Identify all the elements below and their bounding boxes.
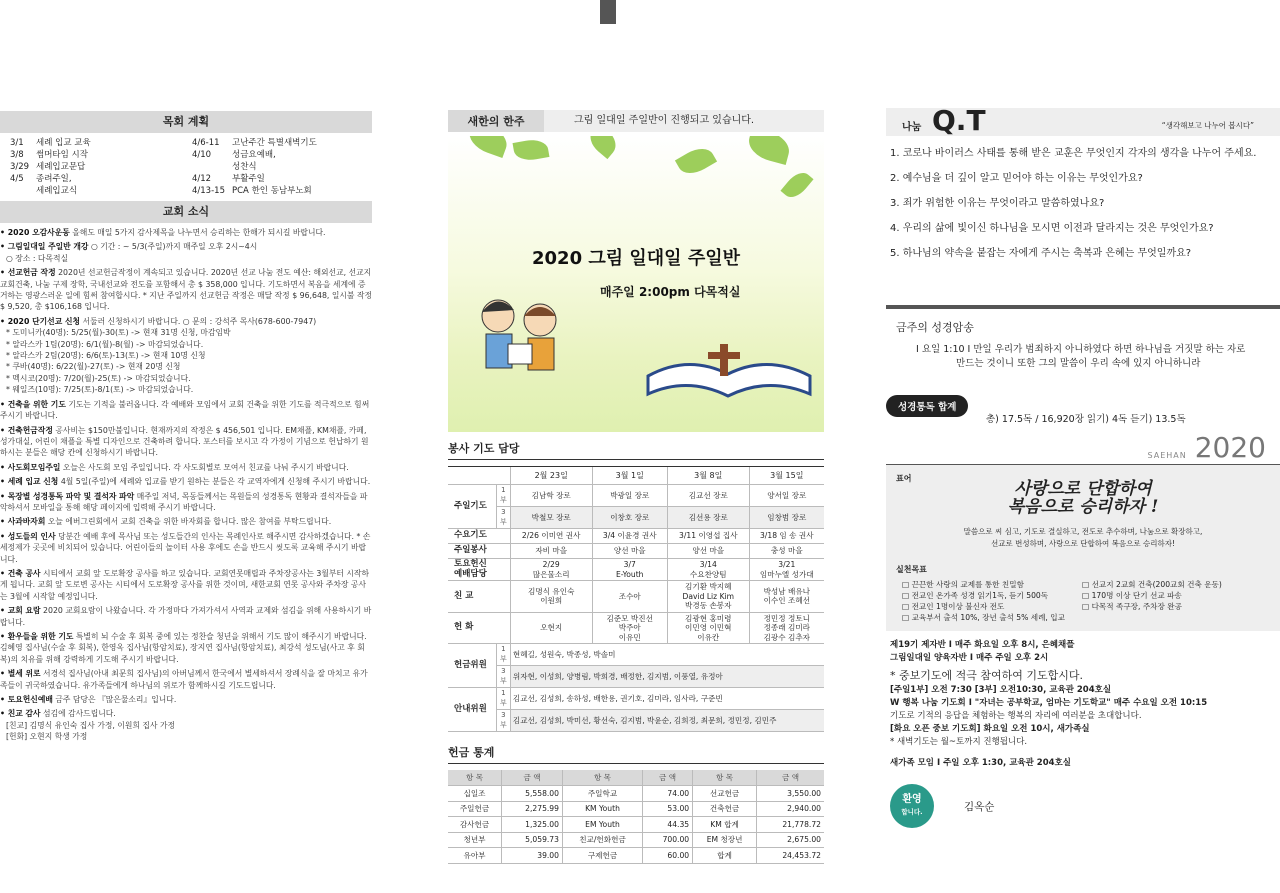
schedule-row [192,137,372,149]
duty-cell: 박성남 배유나 이수인 조혜선 [749,581,824,613]
schedule-event: 성금요예배, [232,150,276,160]
bible-icon [638,336,818,406]
duty-cell: 김기환 박지혜 David Liz Kim 박경동 손봉자 [667,581,749,613]
news-item [0,227,372,238]
duty-row-label: 친 교 [448,581,510,613]
news-text: * 알라스카 2팀(20명): 6/6(토)-13(토) -> 현재 10명 신청 [6,351,206,361]
motto-desc-line: 선교로 번성하며, 사랑으로 단합하여 복음으로 승리하자! [991,539,1175,548]
news-item [0,720,372,731]
news-item [0,339,372,350]
duty-cell: 김남학 장로 [510,485,592,507]
offering-item: 유아부 [448,848,502,864]
welcome [886,784,1280,828]
duty-cell: 오현지 [510,612,592,644]
committee-row [448,688,824,710]
schedule-event: 세례 입교 교육 [36,138,91,148]
news-text: 오늘은 사도회 모임 주일입니다. 각 사도회별로 모여서 친교를 나눠 주시기 바랍니다. [62,462,349,472]
hanju-text: 그림 일대일 주일반이 진행되고 있습니다. [544,110,824,132]
duty-cell: 양선 마을 [667,544,749,559]
news-heading: • 사과바자회 [0,517,46,527]
offering-amount: 44.35 [643,817,693,833]
news-item [0,631,372,665]
offering-item: EM 청장년 [693,832,757,848]
hero-title: 2020 그림 일대일 주일반 [532,248,741,269]
hero-image [448,136,824,432]
duty-cell: 박철모 장로 [510,507,592,529]
offering-amount: 5,059.73 [502,832,563,848]
news-text: * 쿠바(40명): 6/22(월)-27(토) -> 현재 20명 신청 [6,362,181,372]
offering-header: 항 목 [562,770,642,786]
offering-item: 친교/헌화헌금 [562,832,642,848]
offering-item: 건축헌금 [693,801,757,817]
motto-line: 복음으로 승리하자 ! [1007,497,1159,517]
news-item [0,253,372,264]
offering-row [448,817,824,833]
column-middle [448,110,824,864]
bible-reading-label: 성경통독 합계 [886,395,968,417]
news-text: * 멕시코(20명): 7/20(월)-25(토) -> 마감되었습니다. [6,373,191,383]
qt-question: 4. 우리의 삶에 빛이신 하나님을 모시면 이전과 달라지는 것은 무엇인가요? [890,223,1214,234]
schedule-row [192,149,372,161]
memory-verse-title: 금주의 성경암송 [896,321,974,334]
offering-header: 금 액 [643,770,693,786]
leaf-icon [675,142,717,179]
welcome-badge [890,784,934,828]
news-text: [친교] 김명식 유인숙 집사 가정, 이원희 집사 가정 [6,720,176,730]
service-label: 1부 [496,688,510,710]
news-text: 당분간 예배 후에 목사님 또는 성도들간의 인사는 목례인사로 해주시면 감사하겠습니다. * 손 세정제가 곳곳에 비치되어 있습니다. 어린이들의 놀이터 사용 후에도 손을 반드시 씻도록 교육해 주시기 바랍니다. [0,531,371,564]
news-heading: • 토요헌신예배 [0,695,53,705]
duty-date: 3월 15일 [749,467,824,485]
schedule-row [10,173,192,185]
practice-item: □ 전교인 온가족 성경 읽기1독, 듣기 500독 [902,591,1049,600]
info-line: W 행복 나눔 기도회 I "자녀는 공부학교, 엄마는 기도학교" 매주 수요일 오전 10:15 [890,698,1208,708]
news-item [0,373,372,384]
offering-amount: 24,453.72 [757,848,824,864]
practice-label: 실천목표 [896,565,927,574]
column-right [886,0,1280,828]
duty-table [448,466,824,732]
news-heading: • 교회 요람 [0,606,41,616]
info-line: 새가족 모임 I 주일 오후 1:30, 교육관 204호실 [890,758,1071,768]
offering-header: 항 목 [693,770,757,786]
info-line: * 새벽기도는 월~토까지 진행됩니다. [890,737,1028,747]
schedule-event: 세례입교문답 [36,162,86,172]
qt-question: 3. 죄가 위험한 이유는 무엇이라고 말씀하였나요? [890,198,1105,209]
offering-header: 금 액 [757,770,824,786]
schedule-event: 종려주일, [36,174,72,184]
duty-row-label: 토요헌신 예배담당 [448,559,510,581]
practice-item: □ 다목적 족구장, 주차장 완공 [1082,602,1182,611]
duty-row [448,485,824,507]
children-reading-icon [466,286,576,376]
offering-row [448,848,824,864]
news-heading: • 성도들의 인사 [0,531,56,541]
qt-question: 2. 예수님을 더 깊이 알고 믿어야 하는 이유는 무엇인가요? [890,173,1143,184]
committee-members: 현혜길, 성원숙, 박종성, 박솔미 [510,644,824,666]
committee-row [448,644,824,666]
news-item [0,708,372,719]
news-text: ○ 기간 : ~ 5/3(주일)까지 매주일 오후 2시~4시 [90,242,258,252]
offering-amount: 2,940.00 [757,801,824,817]
duty-cell: 이창호 장로 [592,507,667,529]
news-text: 2020 교회요람이 나왔습니다. 각 가정마다 가져가셔서 사역과 교제와 섬김을 위해 사용하시기 바랍니다. [0,606,372,627]
schedule-event: 성찬식 [232,162,257,172]
news-heading: • 그림일대일 주일반 개강 [0,242,89,252]
offering-item: 선교헌금 [693,786,757,802]
offering-title: 헌금 통계 [448,744,824,764]
duty-cell: 임창범 장로 [749,507,824,529]
practice-item: □ 170명 이상 단기 선교 파송 [1082,591,1182,600]
offering-row [448,832,824,848]
schedule-event: 썸머타임 시작 [36,150,88,160]
schedule-row [10,161,192,173]
offering-header: 금 액 [502,770,563,786]
committee-label: 헌금위원 [448,644,496,688]
memory-verse-line: 만드는 것이니 또한 그의 말씀이 우리 속에 있지 아니하니라 [956,358,1201,369]
news-heading: • 사도회모임주일 [0,462,61,472]
year-header [886,431,1280,465]
duty-cell: 자비 마을 [510,544,592,559]
qt-header [886,104,1280,137]
schedule-row [10,137,192,149]
duty-row [448,544,824,559]
schedule-row [192,185,372,197]
news-item [0,241,372,252]
committee-row [448,710,824,732]
offering-amount: 3,550.00 [757,786,824,802]
news-item [0,425,372,459]
schedule-row [10,149,192,161]
schedule-date [192,161,232,173]
question-list [886,147,1280,261]
duty-row-label: 주일기도 [448,485,496,529]
schedule-date [10,185,36,197]
offering-amount: 39.00 [502,848,563,864]
committee-label: 안내위원 [448,688,496,732]
offering-amount: 2,275.99 [502,801,563,817]
schedule-row [10,185,192,197]
duty-cell: 3/4 이윤경 권사 [592,529,667,544]
service-label: 3부 [496,666,510,688]
news-heading: • 별세 위로 [0,669,41,679]
news-heading: • 건축헌금작정 [0,425,53,435]
offering-amount: 60.00 [643,848,693,864]
qt-subtitle: “생각해보고 나누어 봅시다” [1161,121,1254,130]
news-item [0,731,372,742]
schedule-event: PCA 한인 동남부노회 [232,186,312,196]
duty-row [448,529,824,544]
offering-table [448,770,824,864]
schedule-date: 4/12 [192,174,212,184]
info-line: 제19기 제자반 I 매주 화요일 오후 8시, 은혜채플 [890,640,1075,650]
offering-amount: 5,558.00 [502,786,563,802]
news-text: 금주 담당은 『많은물소리』입니다. [55,695,177,705]
duty-row [448,559,824,581]
offering-amount: 21,778.72 [757,817,824,833]
news-item [0,384,372,395]
duty-date: 2월 23일 [510,467,592,485]
news-item [0,462,372,473]
qt-nanum: 나눔 [902,122,922,133]
memory-verse [886,343,1280,371]
news-item [0,476,372,487]
committee-members: 위자현, 이성희, 양병림, 박희경, 배정한, 김지범, 이풍열, 유정아 [510,666,824,688]
info-line: [화요 오픈 중보 기도회] 화요일 오전 10시, 새가족실 [890,724,1090,734]
news-item [0,491,372,514]
duty-cell: 3/21 임마누엘 성가대 [749,559,824,581]
leaf-icon [745,136,793,165]
duty-cell: 정민정 정토니 정종래 김미라 김광수 김추자 [749,612,824,644]
duty-cell: 김교선 장로 [667,485,749,507]
practice-item [1082,612,1252,623]
info-block [886,639,1280,770]
qt-title: Q.T [932,104,986,137]
news-item [0,531,372,565]
column-left [0,111,372,746]
news-heading: • 건축 공사 [0,568,41,578]
duty-cell: 3/11 이영섭 집사 [667,529,749,544]
news-item [0,327,372,338]
offering-item: 구제헌금 [562,848,642,864]
offering-item: KM 합계 [693,817,757,833]
practice-list [896,579,1270,623]
duty-row [448,581,824,613]
service-label: 3부 [496,710,510,732]
schedule-event: 세례입교식 [36,186,78,196]
welcome-badge-sub: 합니다. [901,808,923,816]
bible-reading-stat: 총) 17.5독 / 16,920장 읽기) 4독 듣기) 13.5독 [986,414,1186,425]
plan-title: 목회 계획 [0,111,372,133]
news-item [0,267,372,313]
committee-row [448,666,824,688]
schedule-date: 4/13-15 [192,186,225,196]
schedule-row [192,173,372,185]
schedule-left [10,137,192,197]
schedule-date: 4/6-11 [192,138,220,148]
news-text: 2020년 선교헌금작정이 계속되고 있습니다. 2020년 선교 나눔 전도 예산: 해외선교, 선교지 교회건축, 나눔 구제 장학, 국내선교와 전도를 포함해서 총 $ 358,000 입니다. 기도하면서 복음을 세계에 증거하는 영광스러운 일에 힘써 참여합시다. * 지난 주일까지 선교헌금 작정은 매달 작정 $ 96,648, 일시불 작정 $ 9,520, 총 $106,168 입니다. [0,268,373,312]
news-text: 서둘러 신청하시기 바랍니다. ○ 문의 : 강석주 목사(678-600-7947) [82,316,317,326]
motto-desc-line: 말씀으로 씨 심고, 기도로 결실하고, 전도로 추수하며, 나눔으로 확장하고, [963,527,1203,536]
news-heading: • 건축을 위한 기도 [0,399,66,409]
info-line: 기도로 기적의 응답을 체험하는 행복의 자리에 여러분을 초대합니다. [890,711,1142,721]
duty-cell: 김준모 박진선 박주아 이유민 [592,612,667,644]
motto-desc [896,526,1270,550]
welcome-badge-text: 환영 [902,794,922,805]
news-heading: • 친교 감사 [0,709,41,719]
news-heading: • 목장별 성경통독 파악 및 결석자 파악 [0,491,135,501]
memory-verse-line: I 요일 1:10 I 만일 우리가 범죄하지 아니하였다 하면 하나님을 거짓말 하는 자로 [916,344,1246,355]
info-line: [주일1부] 오전 7:30 [3부] 오전10:30, 교육관 204호실 [890,685,1112,695]
page-tab-marker [600,0,616,24]
schedule-event: 고난주간 특별새벽기도 [232,138,317,148]
news-item [0,568,372,602]
news-text: 서경석 집사님(아내 최문희 집사님)의 아버님께서 한국에서 별세하셔서 장례식을 잘 마치고 유가족들이 귀국하였습니다. 유가족들에게 하나님의 위로가 함께하시길 기도드립니다. [0,669,368,690]
schedule-date: 3/8 [10,150,24,160]
news-text: 특별히 뇌 수술 후 회복 중에 있는 정찬슬 청년을 위해서 기도 많이 해주시기 바랍니다. 김혜영 집사님(수술 후 회복), 한영옥 집사님(항암치료), 장지연 집사님(항암치료), 최강석 성도님(사고 후 회복)의 치유를 위해 강력하게 기도해 주시기 바랍니다. [0,632,367,664]
duty-row-label: 주일봉사 [448,544,510,559]
news-title: 교회 소식 [0,201,372,223]
offering-item: 감사헌금 [448,817,502,833]
offering-item: EM Youth [562,817,642,833]
committee-members: 김교선, 김성희, 송하성, 배한용, 권기호, 김미라, 임사라, 구준빈 [510,688,824,710]
info-line: 그림일대일 양육자반 I 매주 주일 오후 2시 [890,653,1049,663]
schedule-event: 부활주일 [232,174,265,184]
year-label: 2020 [1194,431,1266,464]
duty-title: 봉사 기도 담당 [448,440,824,460]
info-heading: * 중보기도에 적극 참여하여 기도합시다. [890,669,1083,682]
news-heading: • 2020 오감사운동 [0,228,70,237]
motto-line: 사랑으로 단합하여 [1014,479,1152,499]
leaf-icon [584,136,621,159]
offering-amount: 2,675.00 [757,832,824,848]
duty-cell: 김광현 홍미령 이민영 이민혁 이유칸 [667,612,749,644]
practice-item: □ 교육부서 출석 10%, 장년 출석 5% 세례, 입교 [902,613,1065,622]
leaf-icon [513,137,550,163]
schedule-date: 3/1 [10,138,24,148]
service-label: 1부 [496,644,510,666]
news-heading: • 2020 단기선교 신청 [0,316,81,326]
offering-header: 항 목 [448,770,502,786]
news-text: * 웨일즈(10명): 7/25(토)-8/1(토) -> 마감되었습니다. [6,385,194,395]
news-heading: • 선교헌금 작정 [0,268,56,278]
schedule-right [192,137,372,197]
offering-item: 청년부 [448,832,502,848]
news-text: [헌화] 오현지 학생 가정 [6,732,88,742]
offering-item: 합계 [693,848,757,864]
news-text: 올해도 매일 5가지 감사제목을 나누면서 승리하는 한해가 되시길 바랍니다. [72,228,326,237]
offering-amount: 700.00 [643,832,693,848]
welcome-name: 김옥순 [964,800,995,813]
divider [886,305,1280,309]
news-item [0,694,372,705]
offering-amount: 1,325.00 [502,817,563,833]
duty-date: 3월 1일 [592,467,667,485]
duty-cell: 김선용 장로 [667,507,749,529]
news-text: 매주일 저녁, 목동들께서는 목원들의 성경통독 현황과 결석자들을 파악하셔서 모바일을 통해 해당 페이지에 입력해 주시기 바랍니다. [0,491,368,512]
duty-row [448,507,824,529]
schedule-date: 4/5 [10,174,24,184]
news-heading: • 환우들을 위한 기도 [0,632,74,641]
news-text: * 알라스카 1팀(20명): 6/1(월)-8(월) -> 마감되었습니다. [6,339,204,349]
duty-cell: 3/14 수요찬양팀 [667,559,749,581]
committee-members: 김교선, 김성희, 박미선, 황선숙, 김지범, 박윤순, 김희정, 최문희, 정민정, 김민주 [510,710,824,732]
leaf-icon [465,136,511,158]
saehan-label: SAEHAN [1147,451,1187,460]
duty-cell: 3/18 임 송 권사 [749,529,824,544]
schedule [0,133,372,201]
news-text: 기도는 기적을 불러옵니다. 각 예배와 모임에서 교회 건축을 위한 기도를 적극적으로 힘써 주시기 바랍니다. [0,399,370,421]
offering-item: 주일학교 [562,786,642,802]
duty-row [448,612,824,644]
motto-box [886,465,1280,631]
duty-row-label: 수요기도 [448,529,510,544]
news-text: * 도미니카(40명): 5/25(월)-30(토) -> 현재 31명 신청, 마감임박 [6,328,231,338]
news-item [0,350,372,361]
offering-amount: 74.00 [643,786,693,802]
duty-cell: 박광일 장로 [592,485,667,507]
news-item [0,516,372,527]
duty-cell: 3/7 E-Youth [592,559,667,581]
news-text: 4월 5일(주일)에 세례와 입교를 받기 원하는 분들은 각 교역자에게 신청해 주시기 바랍니다. [60,477,371,487]
hanju-label: 새한의 한주 [467,115,525,128]
news-item [0,399,372,422]
news-text: 오늘 에버그린회에서 교회 건축을 위한 바자회를 합니다. 많은 참여를 부탁드립니다. [47,517,332,527]
duty-cell: 2/26 이미연 권사 [510,529,592,544]
leaf-icon [780,168,813,203]
duty-row-label: 헌 화 [448,612,510,644]
news-list [0,223,372,743]
offering-header-row [448,770,824,786]
news-item [0,605,372,628]
qt-question: 1. 코로나 바이러스 사태를 통해 받은 교훈은 무엇인지 각자의 생각을 나누어 주세요. [890,148,1257,159]
practice-item: □ 선교지 2교회 건축(200교회 건축 운동) [1082,580,1222,589]
duty-cell: 양선 마을 [592,544,667,559]
practice-item: □ 전교인 1명이상 불신자 전도 [902,602,1005,611]
duty-header-row [448,467,824,485]
duty-cell: 양서일 장로 [749,485,824,507]
duty-date: 3월 8일 [667,467,749,485]
schedule-row [192,161,372,173]
service-label: 1부 [496,485,510,507]
schedule-date: 3/29 [10,162,30,172]
practice-item: □ 끈끈한 사랑의 교제를 통한 친밀함 [902,580,1024,589]
duty-cell: 김명식 유인숙 이원희 [510,581,592,613]
offering-row [448,801,824,817]
offering-item: 주일헌금 [448,801,502,817]
news-text: 시티에서 교회 앞 도로확장 공사를 하고 있습니다. 교회연못매립과 주차장공사는 3월부터 시작하게 됩니다. 교회 앞 도로변 공사는 시티에서 도로확장 공사를 위한 것이며, 새한교회 연못 공사와 주차장 공사는 3월에 시작할 예정입니다. [0,568,369,601]
duty-cell: 2/29 많은물소리 [510,559,592,581]
service-label: 3부 [496,507,510,529]
duty-cell: 조수아 [592,581,667,613]
news-item [0,361,372,372]
hero-subtitle: 매주일 2:00pm 다목적실 [600,285,741,299]
duty-cell: 충성 마을 [749,544,824,559]
offering-row [448,786,824,802]
hanju-header [448,110,824,132]
news-text: 섬김에 감사드립니다. [43,709,116,719]
news-heading: • 세례 입교 신청 [0,477,59,487]
offering-item: KM Youth [562,801,642,817]
qt-question: 5. 하나님의 약속을 붙잡는 자에게 주시는 축복과 은혜는 무엇일까요? [890,248,1192,259]
motto-label: 표어 [896,474,912,483]
news-item [0,316,372,327]
schedule-date: 4/10 [192,150,212,160]
news-item [0,668,372,691]
offering-item: 십일조 [448,786,502,802]
news-text: ○ 장소 : 다목적실 [6,253,69,263]
offering-amount: 53.00 [643,801,693,817]
news-text: 공사비는 $150만불입니다. 현재까지의 작정은 $ 456,501 입니다. EM채플, KM채플, 카페, 성가대실, 어린이 채플을 특별 디자인으로 건축하려 합니다. 포스터를 보시고 각 가정이 기념으로 헌납하기 원하시는 분들은 해당 칸에 신청하시기 바랍니다. [0,425,369,458]
